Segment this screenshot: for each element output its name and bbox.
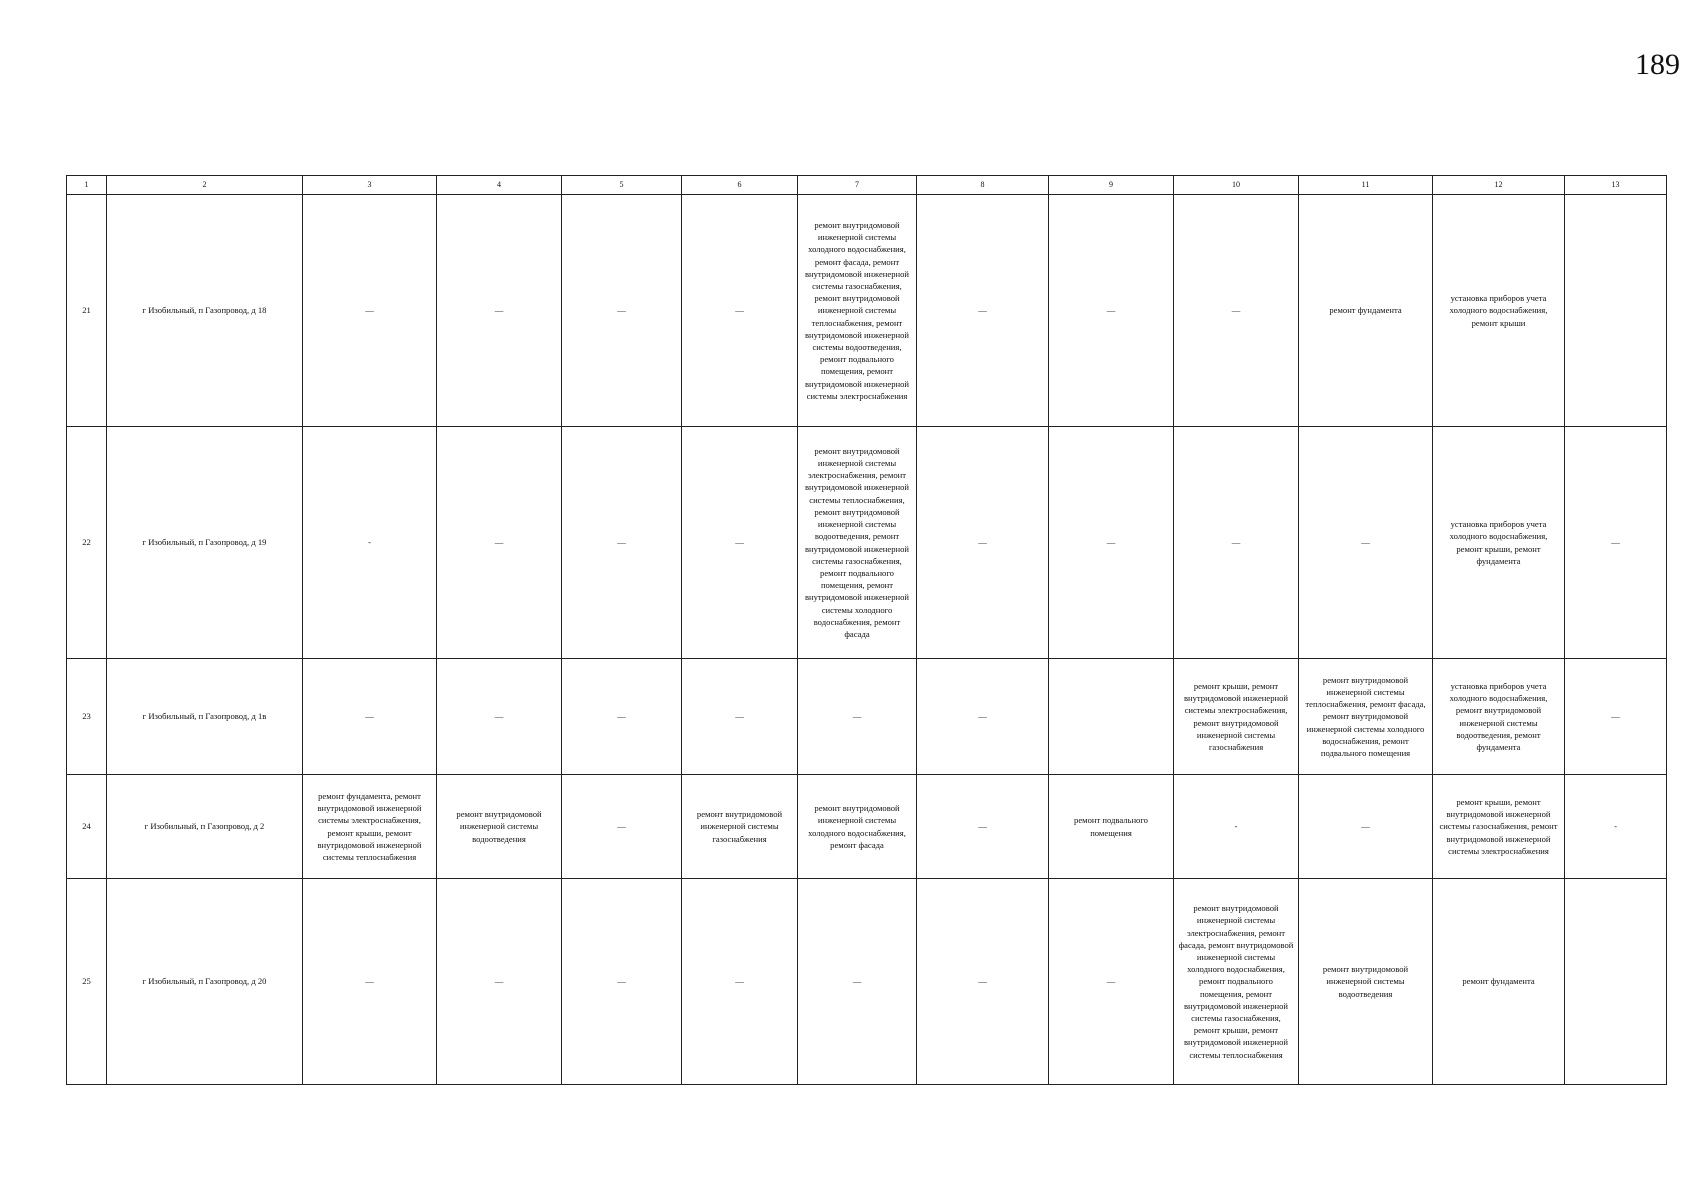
- table-cell: ремонт подвального помещения: [1049, 775, 1174, 879]
- row-number: 24: [67, 775, 107, 879]
- column-header: 9: [1049, 176, 1174, 195]
- table-cell: ремонт крыши, ремонт внутридомовой инженерной системы электроснабжения, ремонт внутридомовой инженерной системы газоснабжения: [1174, 659, 1299, 775]
- address-cell: г Изобильный, п Газопровод, д 2: [107, 775, 303, 879]
- table-cell: -: [1565, 775, 1667, 879]
- table-cell: —: [917, 427, 1049, 659]
- table-cell: ремонт внутридомовой инженерной системы водоотведения: [1299, 879, 1433, 1085]
- table-cell: -: [1174, 775, 1299, 879]
- table-cell: —: [437, 879, 562, 1085]
- table-cell: —: [303, 195, 437, 427]
- table-cell: —: [562, 659, 682, 775]
- header-row: [67, 176, 1667, 195]
- table-cell: —: [1049, 879, 1174, 1085]
- address-cell: г Изобильный, п Газопровод, д 19: [107, 427, 303, 659]
- table-row: [67, 427, 1667, 659]
- table-row: [67, 659, 1667, 775]
- repair-schedule-table: [66, 175, 1667, 1085]
- table-cell: ремонт фундамента: [1299, 195, 1433, 427]
- table-cell: —: [1174, 195, 1299, 427]
- table-cell: —: [682, 195, 798, 427]
- table-cell: —: [1565, 659, 1667, 775]
- address-cell: г Изобильный, п Газопровод, д 1в: [107, 659, 303, 775]
- table-cell: ремонт внутридомовой инженерной системы газоснабжения: [682, 775, 798, 879]
- table-cell: —: [917, 195, 1049, 427]
- column-header: 1: [67, 176, 107, 195]
- table-cell: —: [682, 879, 798, 1085]
- column-header: 4: [437, 176, 562, 195]
- table-cell: —: [1299, 775, 1433, 879]
- table-cell: [1565, 879, 1667, 1085]
- column-header: 6: [682, 176, 798, 195]
- table-cell: —: [917, 659, 1049, 775]
- row-number: 22: [67, 427, 107, 659]
- table-cell: —: [303, 879, 437, 1085]
- table-cell: ремонт внутридомовой инженерной системы электроснабжения, ремонт внутридомовой инженерной системы теплоснабжения, ремонт внутридомовой инженерной системы водоотведения, ремонт внутридомовой инженерной системы газоснабжения, ремонт подвального помещения, ремонт внутридомовой инженерной системы холодного водоснабжения, ремонт фасада: [798, 427, 917, 659]
- table-cell: —: [437, 427, 562, 659]
- table-cell: —: [798, 659, 917, 775]
- table-cell: —: [303, 659, 437, 775]
- table-cell: —: [1299, 427, 1433, 659]
- table-cell: —: [1174, 427, 1299, 659]
- row-number: 25: [67, 879, 107, 1085]
- table-cell: —: [917, 775, 1049, 879]
- column-header: 10: [1174, 176, 1299, 195]
- table-cell: —: [682, 659, 798, 775]
- table-cell: —: [1565, 427, 1667, 659]
- table-cell: —: [562, 879, 682, 1085]
- table-cell: -: [303, 427, 437, 659]
- table-cell: ремонт внутридомовой инженерной системы теплоснабжения, ремонт фасада, ремонт внутридомовой инженерной системы холодного водоснабжения, ремонт подвального помещения: [1299, 659, 1433, 775]
- table-cell: ремонт крыши, ремонт внутридомовой инженерной системы газоснабжения, ремонт внутридомовой инженерной системы электроснабжения: [1433, 775, 1565, 879]
- row-number: 23: [67, 659, 107, 775]
- row-number: 21: [67, 195, 107, 427]
- page-number: 189: [1635, 48, 1680, 81]
- column-header: 8: [917, 176, 1049, 195]
- table-cell: —: [562, 427, 682, 659]
- column-header: 12: [1433, 176, 1565, 195]
- table-cell: ремонт внутридомовой инженерной системы холодного водоснабжения, ремонт фасада, ремонт внутридомовой инженерной системы газоснабжения, ремонт внутридомовой инженерной системы теплоснабжения, ремонт внутридомовой инженерной системы водоотведения, ремонт подвального помещения, ремонт внутридомовой инженерной системы электроснабжения: [798, 195, 917, 427]
- table-cell: —: [437, 195, 562, 427]
- table-cell: ремонт фундамента, ремонт внутридомовой инженерной системы электроснабжения, ремонт крыши, ремонт внутридомовой инженерной системы теплоснабжения: [303, 775, 437, 879]
- address-cell: г Изобильный, п Газопровод, д 20: [107, 879, 303, 1085]
- table-cell: —: [682, 427, 798, 659]
- column-header: 11: [1299, 176, 1433, 195]
- table-cell: [1565, 195, 1667, 427]
- table-cell: установка приборов учета холодного водоснабжения, ремонт внутридомовой инженерной системы водоотведения, ремонт фундамента: [1433, 659, 1565, 775]
- table-cell: —: [437, 659, 562, 775]
- column-header: 2: [107, 176, 303, 195]
- table-cell: [1049, 659, 1174, 775]
- table-cell: —: [562, 195, 682, 427]
- column-header: 13: [1565, 176, 1667, 195]
- table-cell: ремонт фундамента: [1433, 879, 1565, 1085]
- column-header: 5: [562, 176, 682, 195]
- table-row: [67, 775, 1667, 879]
- table-cell: установка приборов учета холодного водоснабжения, ремонт крыши: [1433, 195, 1565, 427]
- table-cell: ремонт внутридомовой инженерной системы водоотведения: [437, 775, 562, 879]
- table-cell: —: [1049, 427, 1174, 659]
- table-cell: —: [562, 775, 682, 879]
- table-row: [67, 879, 1667, 1085]
- table-cell: —: [798, 879, 917, 1085]
- column-header: 7: [798, 176, 917, 195]
- column-header: 3: [303, 176, 437, 195]
- table-cell: —: [917, 879, 1049, 1085]
- address-cell: г Изобильный, п Газопровод, д 18: [107, 195, 303, 427]
- table-cell: ремонт внутридомовой инженерной системы электроснабжения, ремонт фасада, ремонт внутридомовой инженерной системы холодного водоснабжения, ремонт подвального помещения, ремонт внутридомовой инженерной системы газоснабжения, ремонт крыши, ремонт внутридомовой инженерной системы теплоснабжения: [1174, 879, 1299, 1085]
- table-cell: установка приборов учета холодного водоснабжения, ремонт крыши, ремонт фундамента: [1433, 427, 1565, 659]
- table-cell: —: [1049, 195, 1174, 427]
- table-row: [67, 195, 1667, 427]
- table-cell: ремонт внутридомовой инженерной системы холодного водоснабжения, ремонт фасада: [798, 775, 917, 879]
